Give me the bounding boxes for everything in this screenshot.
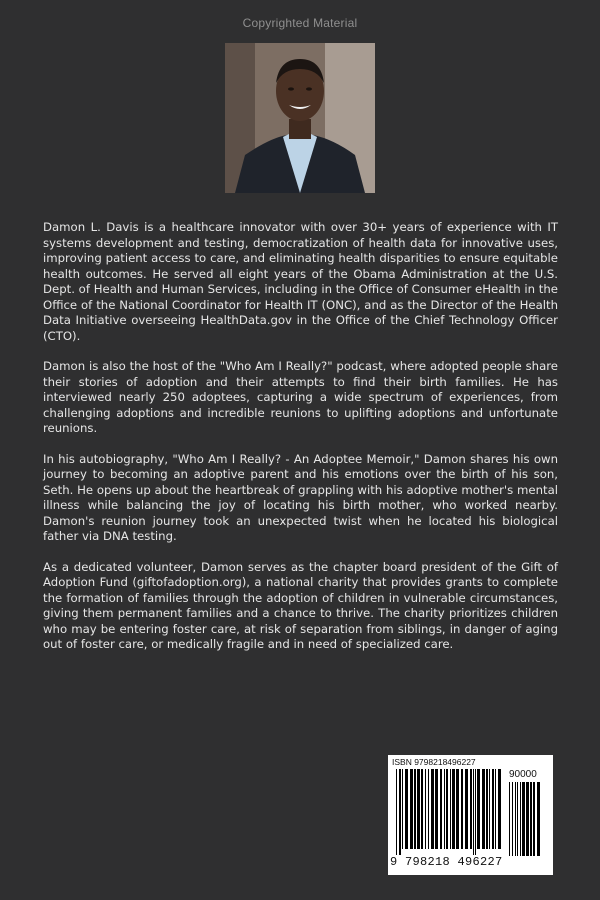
barcode-bar	[450, 769, 451, 849]
barcode-bar	[405, 769, 408, 849]
barcode-bar	[431, 769, 434, 849]
copyright-watermark-top: Copyrighted Material	[242, 16, 358, 30]
barcode-bar	[421, 769, 423, 849]
barcode-bar	[486, 769, 488, 849]
barcode-bar	[492, 769, 494, 849]
barcode-bar	[417, 769, 420, 849]
barcode-bar	[461, 769, 463, 849]
barcode-bar	[515, 782, 516, 856]
author-photo	[225, 43, 375, 193]
barcode-bar	[477, 769, 480, 849]
barcode-bar	[526, 782, 529, 856]
bio-paragraph: As a dedicated volunteer, Damon serves as the chapter board president of the Gift of Adoption Fund (giftofadoption.org), a national charity that provides grants to complete the formation of families through the adoption of children in vulnerable circumstances, giving them permanent families and a chance to thrive. The charity prioritizes children who may be entering foster care, at risk of separation from siblings, in danger of aging out of foster care, or medically fragile and in need of specialized care.	[43, 559, 558, 651]
price-code: 90000	[509, 769, 537, 780]
barcode-bar	[489, 769, 490, 849]
barcode-bar	[537, 782, 540, 856]
barcode-bar	[475, 769, 476, 855]
barcode-bar	[435, 769, 438, 849]
barcode-bar	[402, 769, 403, 849]
isbn-digits: 9 798218 496227	[390, 855, 503, 869]
barcode-bar	[396, 769, 397, 855]
barcode-bar	[530, 782, 532, 856]
barcode-bar	[498, 769, 501, 849]
barcode-bar	[428, 769, 429, 849]
barcode-bar	[473, 769, 474, 855]
barcode-bar	[444, 769, 445, 849]
barcode-bars	[396, 769, 504, 855]
isbn-barcode-panel	[388, 755, 553, 875]
barcode-bar	[522, 782, 525, 856]
barcode-bar	[512, 782, 513, 856]
author-portrait-illustration	[225, 43, 375, 193]
barcode-bar	[410, 769, 413, 849]
barcode-bar	[517, 782, 518, 856]
isbn-label: ISBN 9798218496227	[392, 757, 476, 767]
barcode-bar	[440, 769, 442, 849]
barcode-bar	[446, 769, 448, 849]
barcode-bar	[533, 782, 535, 856]
bio-paragraph: In his autobiography, "Who Am I Really? - An Adoptee Memoir," Damon shares his own journey to becoming an adoptive parent and his emotions over the birth of his son, Seth. He opens up about the heartbreak of grappling with his adoptive mother's mental illness while balancing the joy of locating his birth mother, who worked nearby. Damon's reunion journey took an unexpected twist when he located his biological father via DNA testing.	[43, 451, 558, 543]
barcode-bar	[452, 769, 455, 849]
barcode-bar	[456, 769, 459, 849]
barcode-bar	[414, 769, 416, 849]
barcode-bar	[465, 769, 468, 849]
barcode-bar	[482, 769, 485, 849]
bio-paragraph: Damon is also the host of the "Who Am I Really?" podcast, where adopted people share their stories of adoption and their attempts to find their birth families. He has interviewed nearly 250 adoptees, capturing a wide spectrum of experiences, from challenging adoptions and incredible reunions to uplifting adoptions and unfortunate reunions.	[43, 359, 558, 435]
author-bio	[43, 220, 558, 668]
barcode-bar	[509, 782, 510, 856]
bio-paragraph: Damon L. Davis is a healthcare innovator with over 30+ years of experience with IT systems development and testing, democratization of health data for innovative uses, improving patient access to care, and eliminating health disparities to ensure equitable health outcomes. He served all eight years of the Obama Administration at the U.S. Dept. of Health and Human Services, including in the Office of Consumer eHealth in the Office of the National Coordinator for Health IT (ONC), and as the Director of the Health Data Initiative overseeing HealthData.gov in the Office of the Chief Technology Officer (CTO).	[43, 220, 558, 343]
barcode-bar	[425, 769, 426, 849]
barcode-bar	[520, 782, 521, 856]
barcode-bar	[399, 769, 401, 855]
barcode-bar	[495, 769, 496, 849]
barcode-addon-bars	[509, 782, 545, 862]
barcode-bar	[470, 769, 472, 849]
